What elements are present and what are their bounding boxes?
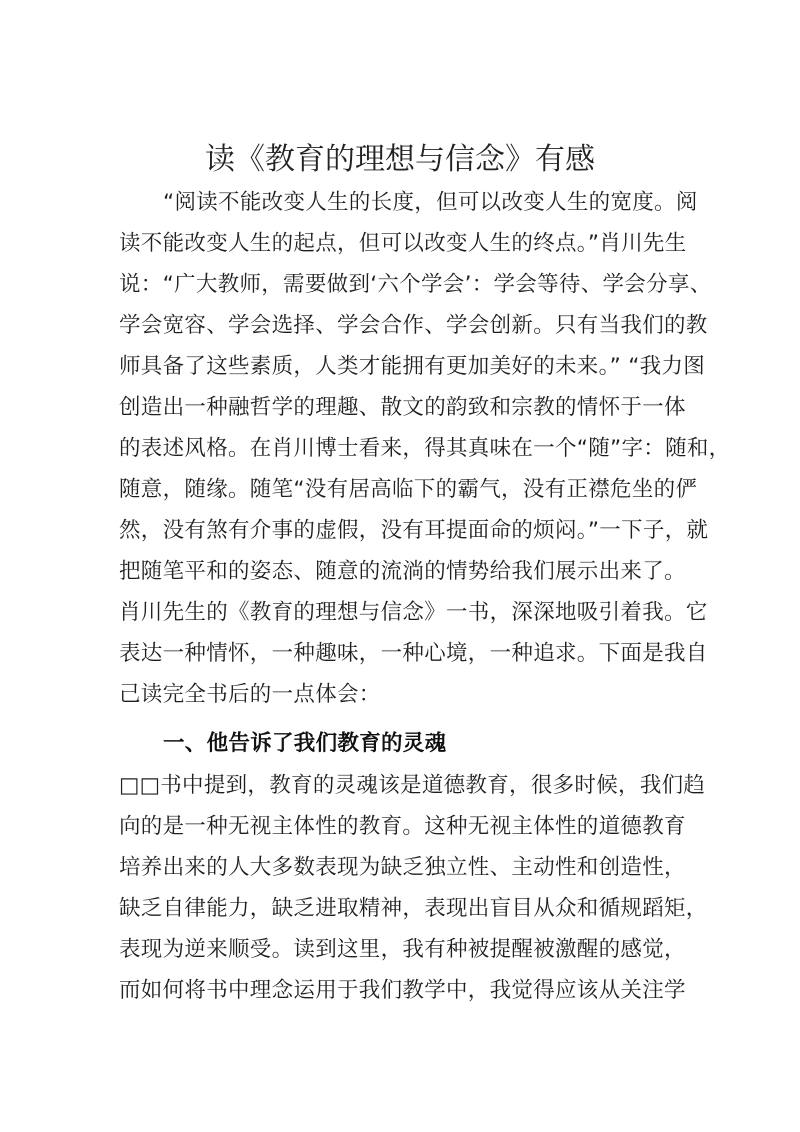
section-heading: 一、他告诉了我们教育的灵魂 xyxy=(163,731,447,756)
paragraph-line: 读不能改变人生的起点，但可以改变人生的终点。”肖川先生 xyxy=(119,231,687,256)
paragraph-line: 师具备了这些素质，人类才能拥有更加美好的未来。” “我力图 xyxy=(119,354,706,379)
paragraph-line: 学会宽容、学会选择、学会合作、学会创新。只有当我们的教 xyxy=(119,313,708,338)
paragraph-line: 己读完全书后的一点体会： xyxy=(119,682,381,707)
document-title: 读《教育的理想与信念》有感 xyxy=(205,142,595,177)
paragraph-line: 随意，随缘。随笔“没有居高临下的霸气，没有正襟危坐的俨 xyxy=(119,477,698,502)
paragraph-line: □□书中提到，教育的灵魂该是道德教育，很多时候，我们趋 xyxy=(119,773,706,798)
paragraph-line: 肖川先生的《教育的理想与信念》一书，深深地吸引着我。它 xyxy=(119,600,708,625)
paragraph-line: 的表述风格。在肖川博士看来，得其真味在一个“随”字：随和， xyxy=(119,436,731,461)
paragraph-line: 把随笔平和的姿态、随意的流淌的情势给我们展示出来了。 xyxy=(119,559,686,584)
paragraph-line: 然，没有煞有介事的虚假，没有耳提面命的烦闷。”一下子，就 xyxy=(119,518,709,543)
paragraph-line: 创造出一种融哲学的理趣、散文的韵致和宗教的情怀于一体 xyxy=(119,395,686,420)
paragraph-line: 表现为逆来顺受。读到这里，我有种被提醒被激醒的感觉， xyxy=(119,937,686,962)
paragraph-line: 缺乏自律能力，缺乏进取精神，表现出盲目从众和循规蹈矩， xyxy=(119,896,708,921)
paragraph-line: 说：“广大教师，需要做到‘六个学会’：学会等待、学会分享、 xyxy=(119,272,712,297)
paragraph-line: 表达一种情怀，一种趣味，一种心境，一种追求。下面是我自 xyxy=(119,641,708,666)
paragraph-line: 培养出来的人大多数表现为缺乏独立性、主动性和创造性， xyxy=(119,855,686,880)
paragraph-line: “阅读不能改变人生的长度，但可以改变人生的宽度。阅 xyxy=(163,190,698,215)
paragraph-line: 向的是一种无视主体性的教育。这种无视主体性的道德教育 xyxy=(119,814,686,839)
paragraph-line: 而如何将书中理念运用于我们教学中，我觉得应该从关注学 xyxy=(119,978,686,1003)
